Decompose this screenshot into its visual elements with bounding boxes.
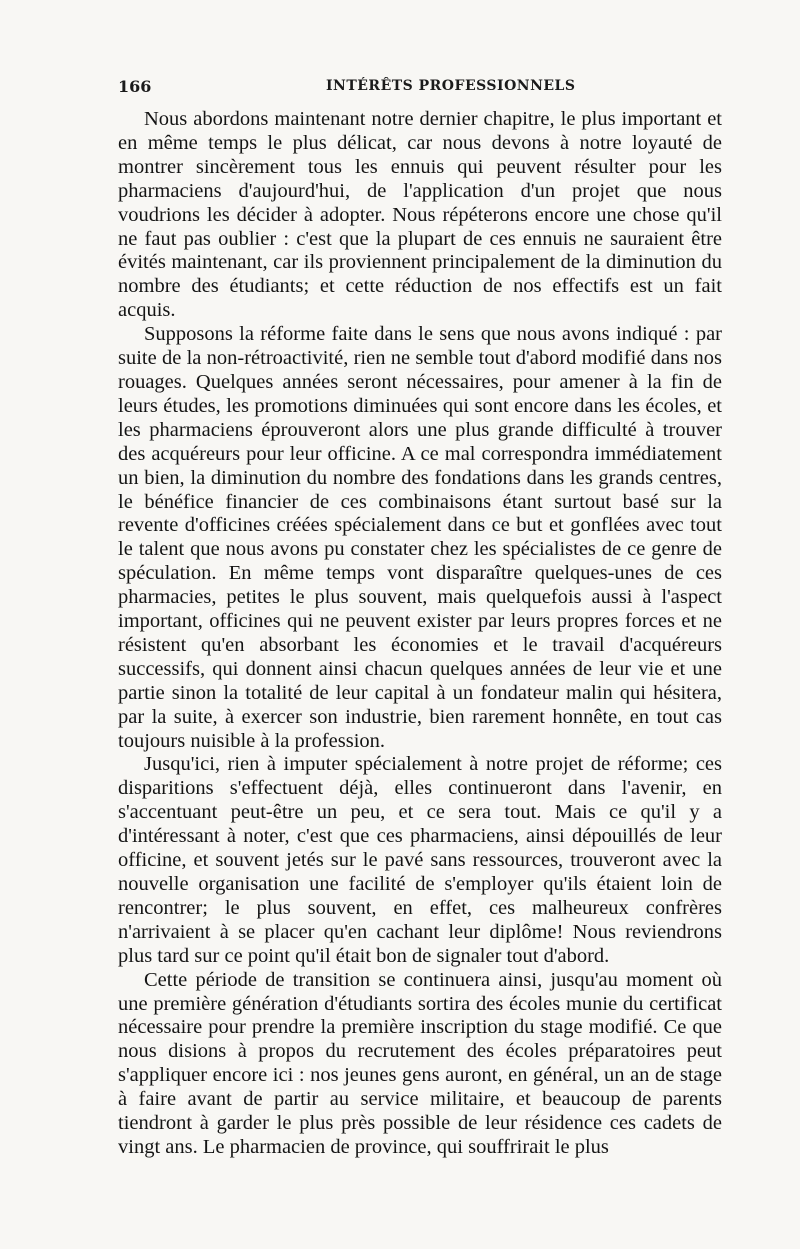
running-head: INTÉRÊTS PROFESSIONNELS bbox=[326, 78, 576, 94]
paragraph-2: Supposons la réforme faite dans le sens que nous avons indiqué : par suite de la non-rétroactivité, rien ne semble tout d'abord modifié dans nos rouages. Quelques années seront nécessaires, pour amener à la fin de leurs études, les promotions diminuées qui sont encore dans les écoles, et les pharmaciens éprouveront alors une plus grande difficulté à trouver des acquéreurs pour leur officine. A ce mal correspondra immédiatement un bien, la diminution du nombre des fondations dans les grands centres, le bénéfice financier de ces combinaisons étant surtout basé sur la revente d'officines créées spécialement dans ce but et gonflées avec tout le talent que nous avons pu constater chez les spécialistes de ce genre de spéculation. En même temps vont disparaître quelques-unes de ces pharmacies, petites le plus souvent, mais quelquefois aussi à l'aspect important, officines qui ne peuvent exister par leurs propres forces et ne résistent qu'en absorbant les économies et le travail d'acquéreurs successifs, qui donnent ainsi chacun quelques années de leur vie et une partie sinon la totalité de leur capital à un fondateur malin qui hésitera, par la suite, à exercer son industrie, bien rarement honnête, en tout cas toujours nuisible à la profession. bbox=[118, 323, 722, 752]
body-text bbox=[118, 108, 722, 1160]
paragraph-1: Nous abordons maintenant notre dernier chapitre, le plus important et en même temps le plus délicat, car nous devons à notre loyauté de montrer sincèrement tous les ennuis qui peuvent résulter pour les pharmaciens d'aujourd'hui, de l'application d'un projet que nous voudrions les décider à adopter. Nous répéterons encore une chose qu'il ne faut pas oublier : c'est que la plupart de ces ennuis ne sauraient être évités maintenant, car ils proviennent principalement de la diminution du nombre des étudiants; et cette réduction de nos effectifs est un fait acquis. bbox=[118, 108, 722, 322]
page-number: 166 bbox=[118, 77, 152, 96]
paragraph-3: Jusqu'ici, rien à imputer spécialement à notre projet de réforme; ces disparitions s'effectuent déjà, elles continueront dans l'avenir, en s'accentuant peut-être un peu, et ce sera tout. Mais ce qu'il y a d'intéressant à noter, c'est que ces pharmaciens, ainsi dépouillés de leur officine, et souvent jetés sur le pavé sans ressources, trouveront avec la nouvelle organisation une facilité de s'employer qu'ils étaient loin de rencontrer; le plus souvent, en effet, ces malheureux confrères n'arrivaient à se placer qu'en cachant leur diplôme! Nous reviendrons plus tard sur ce point qu'il était bon de signaler tout d'abord. bbox=[118, 753, 722, 967]
paragraph-4: Cette période de transition se continuera ainsi, jusqu'au moment où une première génération d'étudiants sortira des écoles munie du certificat nécessaire pour prendre la première inscription du stage modifié. Ce que nous disions à propos du recrutement des écoles préparatoires peut s'appliquer encore ici : nos jeunes gens auront, en général, un an de stage à faire avant de partir au service militaire, et beaucoup de parents tiendront à garder le plus près possible de leur résidence ces cadets de vingt ans. Le pharmacien de province, qui souffrirait le plus bbox=[118, 968, 722, 1158]
page-header bbox=[118, 77, 722, 99]
